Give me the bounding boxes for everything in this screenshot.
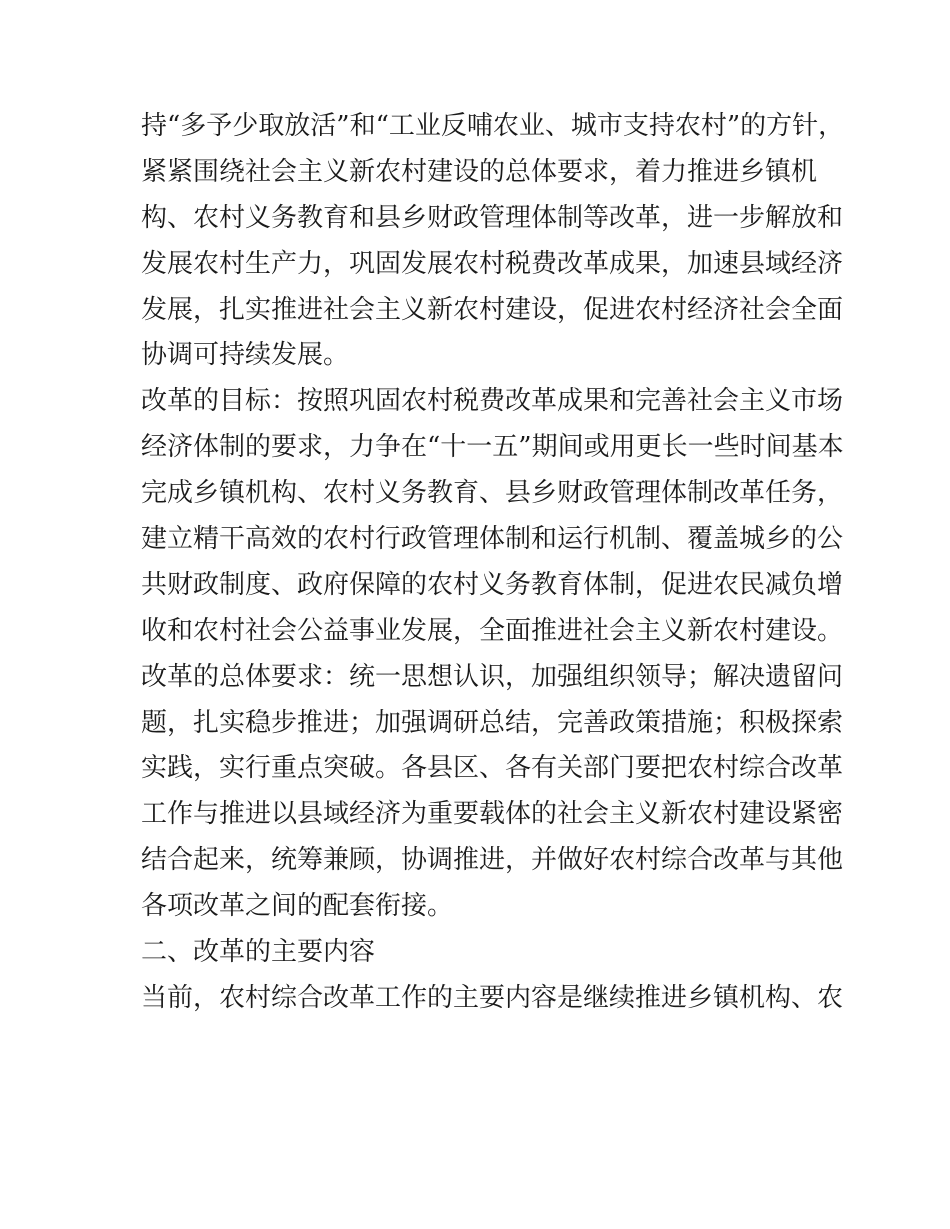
- text-line: 改革的总体要求：统一思想认识，加强组织领导；解决遗留问: [141, 661, 844, 692]
- text-line: 实践，实行重点突破。各县区、各有关部门要把农村综合改革: [141, 753, 844, 784]
- text-line: 持“多予少取放活”和“工业反哺农业、城市支持农村”的方针，: [141, 111, 845, 141]
- document-body: [141, 104, 845, 1022]
- text-line: 协调可持续发展。: [141, 340, 350, 371]
- text-line: 发展，扎实推进社会主义新农村建设，促进农村经济社会全面: [141, 294, 844, 325]
- text-line: 当前，农村综合改革工作的主要内容是继续推进乡镇机构、农: [141, 982, 844, 1013]
- text-line: 经济体制的要求，力争在“十一五”期间或用更长一些时间基本: [141, 432, 844, 463]
- text-line: 构、农村义务教育和县乡财政管理体制等改革，进一步解放和: [141, 202, 844, 233]
- text-line: 建立精干高效的农村行政管理体制和运行机制、覆盖城乡的公: [141, 524, 844, 555]
- text-line: 改革的目标：按照巩固农村税费改革成果和完善社会主义市场: [141, 386, 844, 417]
- text-line: 题，扎实稳步推进；加强调研总结，完善政策措施；积极探索: [141, 707, 844, 738]
- text-line: 发展农村生产力，巩固发展农村税费改革成果，加速县域经济: [141, 248, 844, 279]
- text-line: 共财政制度、政府保障的农村义务教育体制，促进农民减负增: [141, 569, 844, 600]
- section-heading: 二、改革的主要内容: [141, 937, 376, 968]
- text-line: 各项改革之间的配套衔接。: [141, 891, 454, 922]
- text-line: 收和农村社会公益事业发展，全面推进社会主义新农村建设。: [141, 615, 844, 646]
- text-line: 紧紧围绕社会主义新农村建设的总体要求，着力推进乡镇机: [141, 156, 818, 187]
- text-line: 工作与推进以县域经济为重要载体的社会主义新农村建设紧密: [141, 799, 844, 830]
- text-line: 完成乡镇机构、农村义务教育、县乡财政管理体制改革任务，: [141, 478, 844, 509]
- text-line: 结合起来，统筹兼顾，协调推进，并做好农村综合改革与其他: [141, 845, 844, 876]
